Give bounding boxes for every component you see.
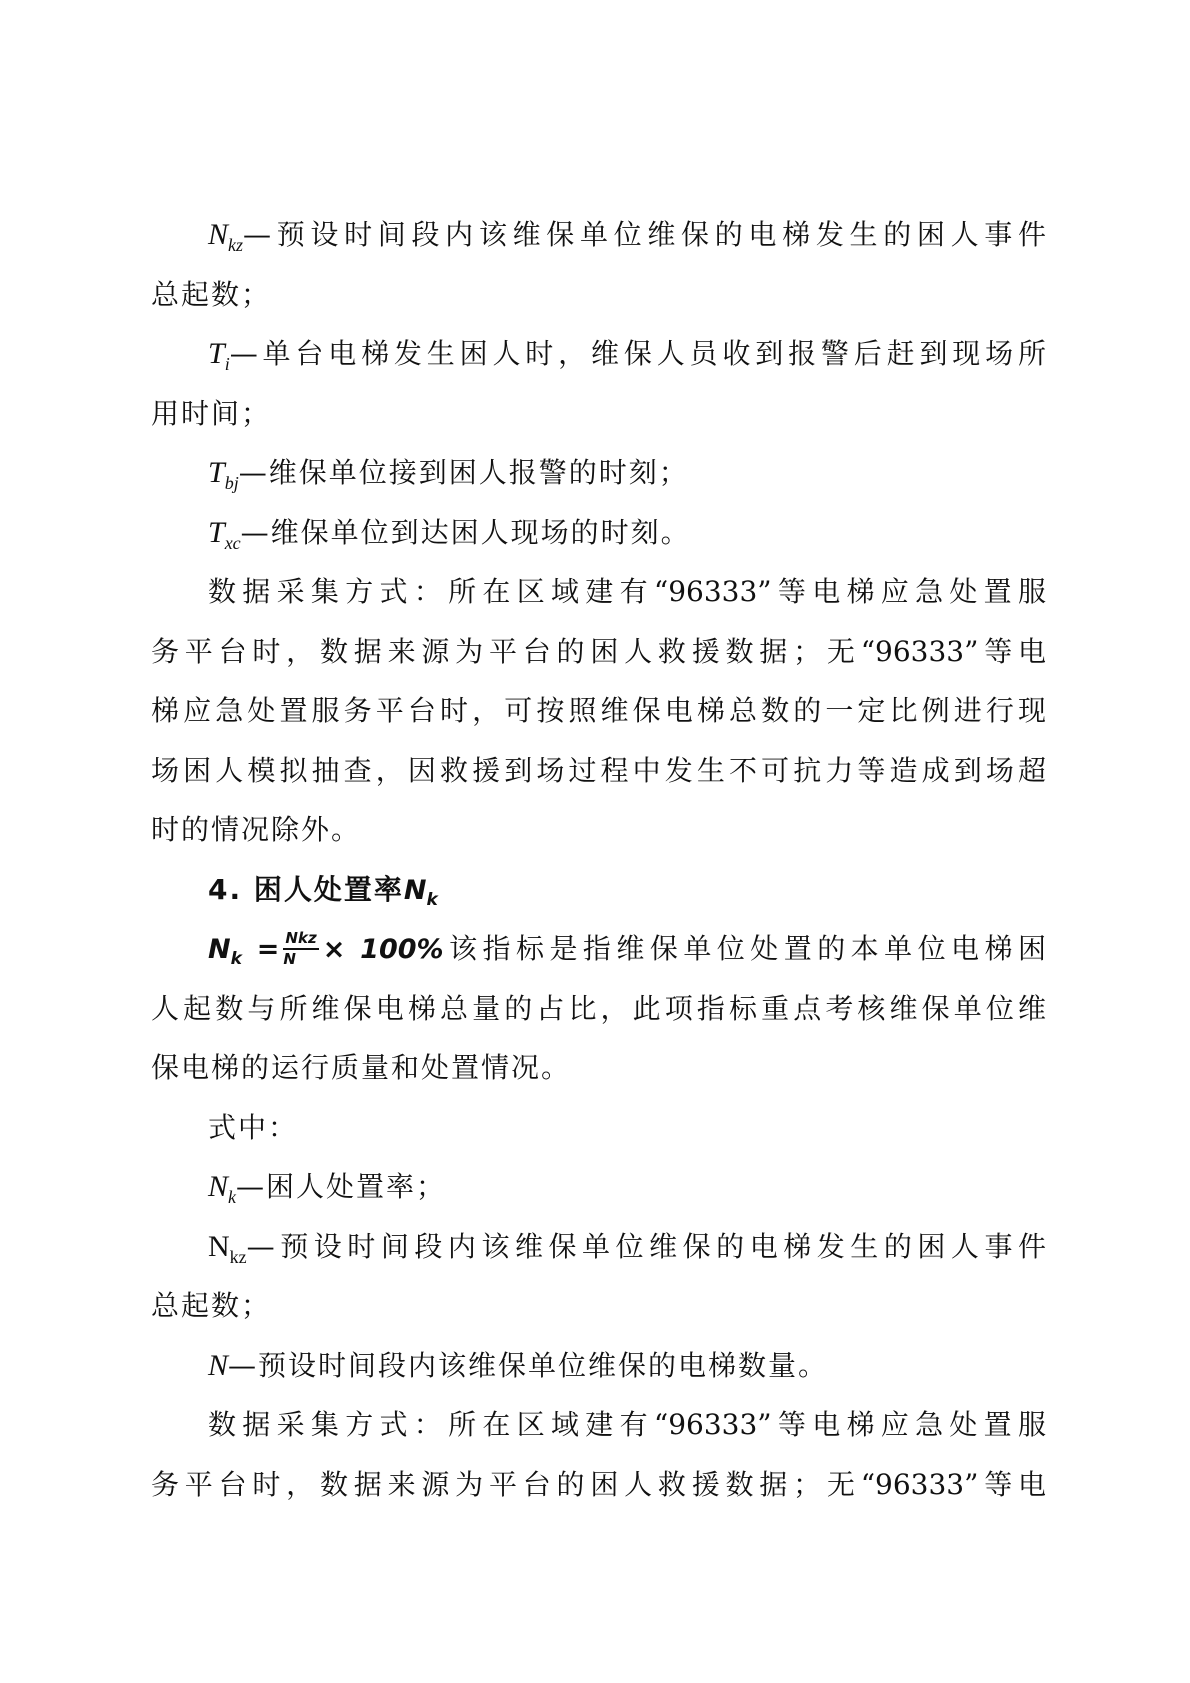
nk-definition: $N_k—$困人处置率； [208, 1170, 447, 1207]
nkz-definition-line-2: 总起数； [151, 277, 272, 311]
formula-explanation-line-3: 保电梯的运行质量和处置情况。 [151, 1051, 572, 1084]
section-4-heading: 4. 困人处置率$N_k$ [208, 872, 438, 910]
nkz-definition-line-1: $N_{kz}—$预设时间段内该维保单位维保的电梯发生的困人事件 [208, 218, 1046, 255]
symbol-n: N [208, 1348, 229, 1382]
data-method-2-line-2: 务平台时，数据来源为平台的困人救援数据；无“96333”等电 [151, 1467, 1046, 1501]
symbol-nk-heading: $N_k$ [403, 874, 438, 910]
txc-definition: $T_{xc}—$维保单位到达困人现场的时刻。 [208, 515, 691, 553]
symbol-tbj: $T_{bj}$ [208, 456, 239, 493]
ti-definition-line-1: $T_i—$单台电梯发生困人时，维保人员收到报警后赶到现场所 [208, 337, 1046, 374]
symbol-nkz-2: $N_{kz}$ [208, 1229, 247, 1267]
symbol-nkz: $N_{kz}$ [208, 218, 244, 255]
symbol-ti: $T_i$ [208, 337, 230, 374]
formula: $N_k$ = $\frac{\text{Nkz}}{N}$ × 100% [208, 928, 444, 969]
where-label: 式中： [208, 1110, 299, 1144]
data-method-1-line-4: 场困人模拟抽查，因救援到场过程中发生不可抗力等造成到场超 [151, 753, 1046, 787]
data-method-2-line-1: 数据采集方式：所在区域建有“96333”等电梯应急处置服 [208, 1408, 1046, 1441]
tbj-definition: $T_{bj}—$维保单位接到困人报警的时刻； [208, 456, 689, 493]
symbol-nk: $N_k$ [208, 1170, 237, 1207]
document-page [151, 205, 1046, 1514]
formula-explanation-line-2: 人起数与所维保电梯总量的占比，此项指标重点考核维保单位维 [151, 991, 1046, 1025]
n-definition: N—预设时间段内该维保单位维保的电梯数量。 [208, 1348, 829, 1382]
data-method-1-line-1: 数据采集方式：所在区域建有“96333”等电梯应急处置服 [208, 575, 1046, 608]
data-method-1-line-5: 时的情况除外。 [151, 813, 362, 846]
symbol-txc: $T_{xc}$ [208, 515, 241, 553]
formula-fraction: $\frac{\text{Nkz}}{N}$ [283, 928, 317, 968]
nkz-definition-2-line-1: $N_{kz}—$预设时间段内该维保单位维保的电梯发生的困人事件 [208, 1229, 1046, 1267]
data-method-1-line-3: 梯应急处置服务平台时，可按照维保电梯总数的一定比例进行现 [151, 694, 1046, 727]
data-method-1-line-2: 务平台时，数据来源为平台的困人救援数据；无“96333”等电 [151, 634, 1046, 668]
nkz-definition-2-line-2: 总起数； [151, 1289, 272, 1322]
formula-line: $N_k$ = $\frac{\text{Nkz}}{N}$ × 100%该指标是指维保单位处置的本单位电梯困 [208, 928, 1046, 969]
ti-definition-line-2: 用时间； [151, 396, 272, 430]
